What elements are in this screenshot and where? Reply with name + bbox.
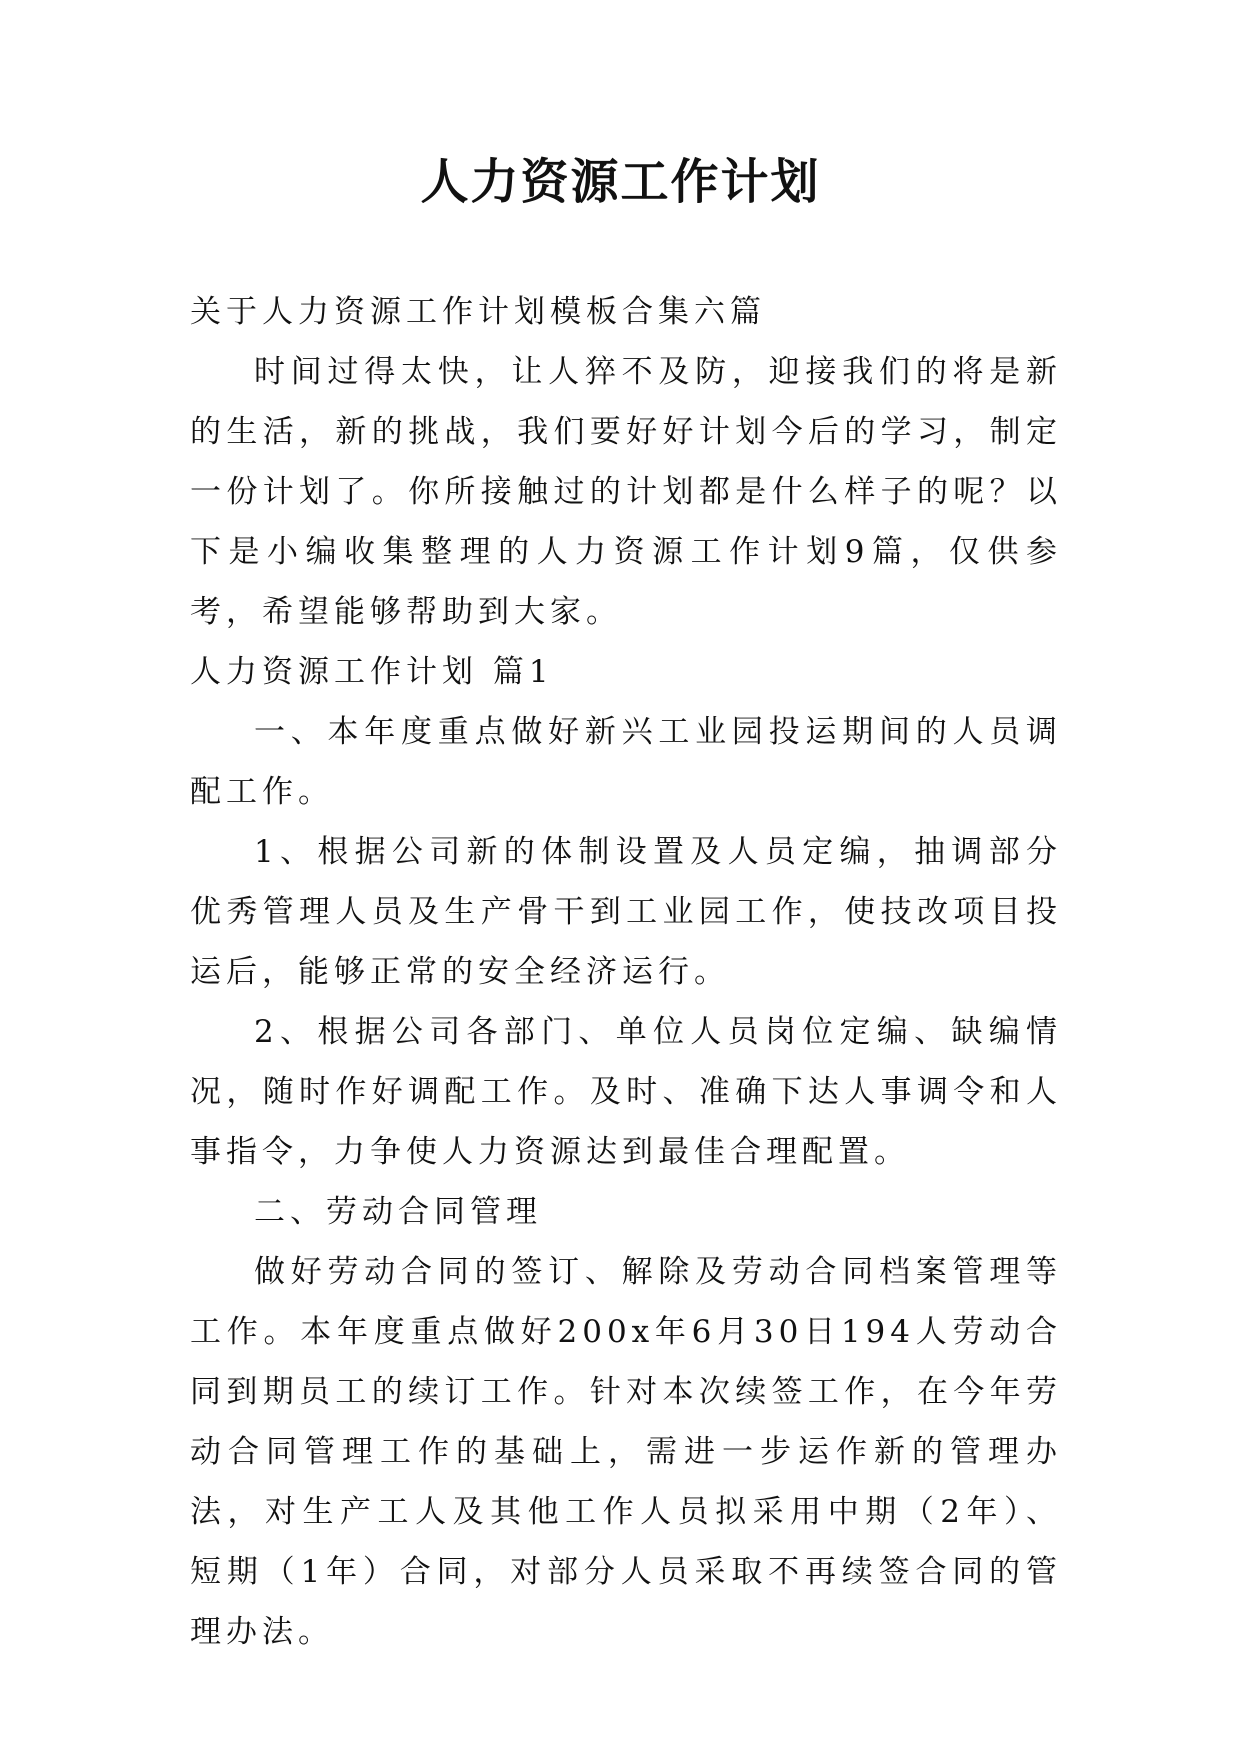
item-heading-1: 一、本年度重点做好新兴工业园投运期间的人员调配工作。: [190, 714, 1062, 810]
document-body: [190, 282, 1062, 1662]
item-paragraph-1: 1、根据公司新的体制设置及人员定编，抽调部分优秀管理人员及生产骨干到工业园工作，使技改项目投运后，能够正常的安全经济运行。: [190, 834, 1062, 990]
page-title: 人力资源工作计划: [420, 154, 821, 210]
item-paragraph-2: 2、根据公司各部门、单位人员岗位定编、缺编情况，随时作好调配工作。及时、准确下达人事调令和人事指令，力争使人力资源达到最佳合理配置。: [190, 1014, 1062, 1170]
item-paragraph-3: 做好劳动合同的签订、解除及劳动合同档案管理等工作。本年度重点做好200x年6月30日194人劳动合同到期员工的续订工作。针对本次续签工作，在今年劳动合同管理工作的基础上，需进一步运作新的管理办法，对生产工人及其他工作人员拟采用中期（2年）、短期（1年）合同，对部分人员采取不再续签合同的管理办法。: [190, 1254, 1062, 1650]
item-heading-2: 二、劳动合同管理: [254, 1194, 542, 1230]
subtitle-paragraph: 关于人力资源工作计划模板合集六篇: [190, 294, 766, 330]
section-heading-1: 人力资源工作计划 篇1: [190, 654, 554, 690]
intro-paragraph: 时间过得太快，让人猝不及防，迎接我们的将是新的生活，新的挑战，我们要好好计划今后的学习，制定一份计划了。你所接触过的计划都是什么样子的呢？以下是小编收集整理的人力资源工作计划9篇，仅供参考，希望能够帮助到大家。: [190, 354, 1062, 630]
